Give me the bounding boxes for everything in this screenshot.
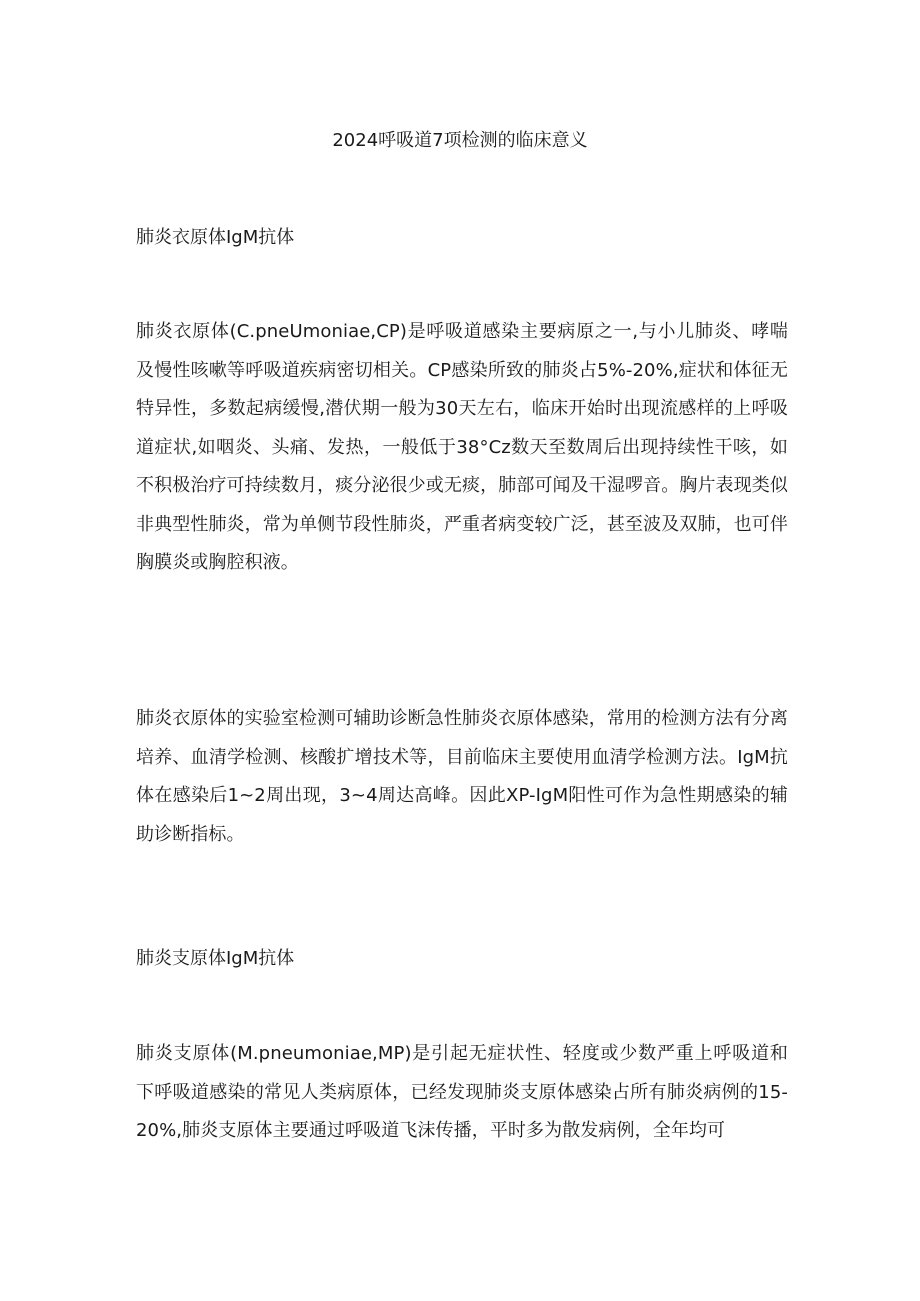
paragraph-mp-overview: 肺炎支原体(M.pneumoniae,MP)是引起无症状性、轻度或少数严重上呼吸道和下呼吸道感染的常见人类病原体，已经发现肺炎支原体感染占所有肺炎病例的15-20%,肺炎支原体主要通过呼吸道飞沫传播，平时多为散发病例，全年均可 <box>136 1043 788 1141</box>
paragraph-cp-overview: 肺炎衣原体(C.pneUmoniae,CP)是呼吸道感染主要病原之一,与小儿肺炎、哮喘及慢性咳嗽等呼吸道疾病密切相关。CP感染所致的肺炎占5%-20%,症状和体征无特异性，多数起病缓慢,潜伏期一般为30天左右，临床开始时出现流感样的上呼吸道症状,如咽炎、头痛、发热，一般低于38°Cz数天至数周后出现持续性干咳，如不积极治疗可持续数月，痰分泌很少或无痰，肺部可闻及干湿啰音。胸片表现类似非典型性肺炎，常为单侧节段性肺炎，严重者病变较广泛，甚至波及双肺，也可伴胸膜炎或胸腔积液。 <box>136 321 788 573</box>
paragraph-cp-lab-testing: 肺炎衣原体的实验室检测可辅助诊断急性肺炎衣原体感染，常用的检测方法有分离培养、血清学检测、核酸扩增技术等，目前临床主要使用血清学检测方法。IgM抗体在感染后1~2周出现，3~4周达高峰。因此XP-IgM阳性可作为急性期感染的辅助诊断指标。 <box>136 708 788 845</box>
document-title: 2024呼吸道7项检测的临床意义 <box>332 130 588 151</box>
section-heading-mp-igm: 肺炎支原体IgM抗体 <box>136 948 295 969</box>
section-heading-cp-igm: 肺炎衣原体IgM抗体 <box>136 227 295 248</box>
